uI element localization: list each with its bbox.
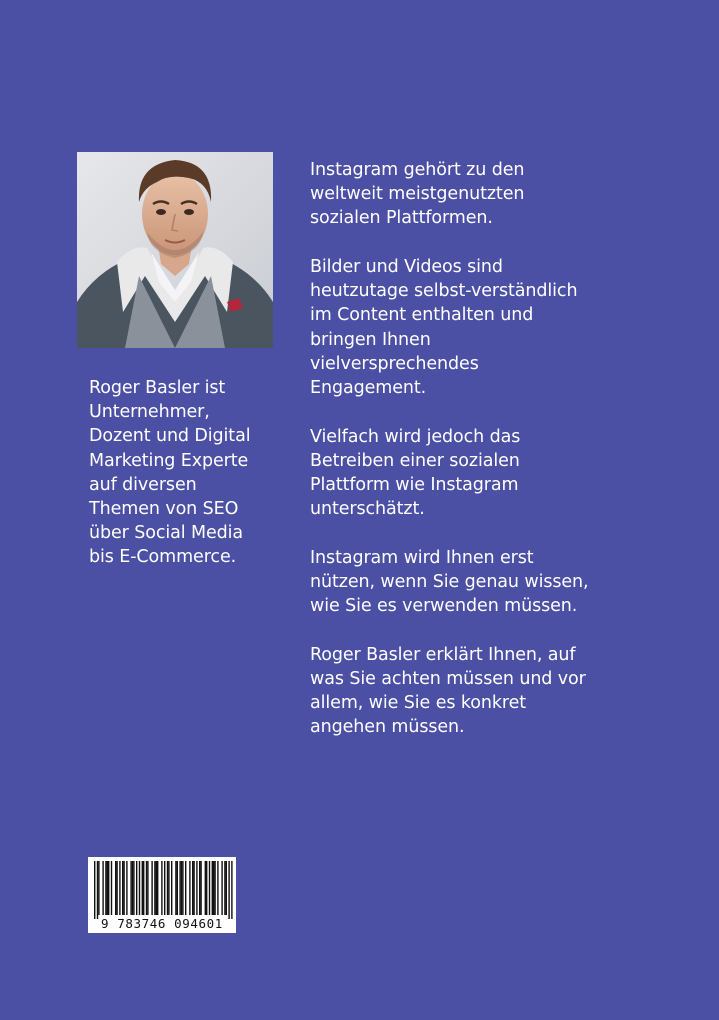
barcode-bar: [105, 861, 106, 915]
barcode-bar: [130, 861, 131, 915]
barcode-bar: [177, 861, 178, 915]
barcode-bar: [154, 861, 155, 915]
author-photo: [77, 152, 273, 348]
barcode-bar: [136, 861, 137, 915]
barcode-bar: [221, 861, 222, 915]
description-line: wie Sie es verwenden müssen.: [310, 596, 578, 617]
description-line: Engagement.: [310, 378, 427, 399]
author-bio-line: Dozent und Digital: [89, 426, 251, 447]
barcode-bar: [146, 861, 147, 915]
description-line: Instagram wird Ihnen erst: [310, 547, 534, 568]
barcode-bar: [179, 861, 180, 915]
barcode-bar: [175, 861, 176, 915]
description-line: heutzutage selbst-verständlich: [310, 281, 578, 302]
description-line: unterschätzt.: [310, 499, 425, 520]
isbn-barcode: [88, 857, 236, 933]
description-paragraph: [310, 158, 610, 231]
author-bio-line: bis E-Commerce.: [89, 547, 237, 568]
author-bio-line: auf diversen: [89, 474, 197, 495]
description-line: allem, wie Sie es konkret: [310, 693, 527, 714]
description-line: Betreiben einer sozialen: [310, 450, 520, 471]
barcode-bar: [107, 861, 108, 915]
barcode-bar: [102, 861, 103, 915]
barcode-bar: [196, 861, 197, 915]
book-description: [310, 158, 610, 764]
barcode-bar: [217, 861, 218, 915]
isbn-number: 9 783746 094601: [101, 916, 223, 931]
author-bio-line: Themen von SEO: [89, 499, 239, 520]
barcode-bar: [111, 861, 112, 915]
barcode-bar: [167, 861, 168, 915]
description-line: Vielfach wird jedoch das: [310, 426, 521, 447]
barcode-bar: [193, 861, 194, 915]
description-line: sozialen Plattformen.: [310, 208, 493, 229]
description-paragraph: [310, 255, 610, 400]
barcode-bar: [213, 861, 214, 915]
barcode-bar: [168, 861, 169, 915]
author-bio-line: Unternehmer,: [89, 402, 210, 423]
barcode-bar: [98, 861, 99, 915]
description-paragraph: [310, 425, 610, 522]
barcode-bar: [132, 861, 133, 915]
barcode-bar: [116, 861, 117, 915]
description-paragraph: [310, 643, 610, 740]
barcode-bar: [206, 861, 207, 915]
barcode-bar: [143, 861, 144, 915]
barcode-bar: [126, 861, 127, 915]
barcode-bar: [157, 861, 158, 915]
description-line: Plattform wie Instagram: [310, 475, 519, 496]
description-line: Instagram gehört zu den: [310, 160, 525, 180]
barcode-bar: [185, 861, 186, 915]
barcode-bar: [200, 861, 201, 915]
barcode-bar: [119, 861, 120, 915]
barcode-bar: [151, 861, 152, 915]
barcode-bar: [231, 861, 232, 919]
barcode-bar: [212, 861, 213, 915]
barcode-bar: [115, 861, 116, 915]
barcode-bar: [161, 861, 162, 915]
barcode-bar: [147, 861, 148, 915]
barcode-bar: [164, 861, 165, 915]
description-line: Bilder und Videos sind: [310, 257, 503, 277]
barcode-bar: [97, 861, 98, 919]
barcode-bar: [94, 861, 95, 919]
description-line: bringen Ihnen: [310, 329, 431, 350]
barcode-bar: [189, 861, 190, 915]
description-line: angehen müssen.: [310, 717, 465, 738]
description-line: im Content enthalten und: [310, 305, 534, 326]
barcode-bar: [199, 861, 200, 915]
description-line: was Sie achten müssen und vor: [310, 669, 586, 690]
barcode-bar: [214, 861, 215, 915]
barcode-bar: [142, 861, 143, 915]
description-line: nützen, wenn Sie genau wissen,: [310, 572, 589, 593]
barcode-bar: [182, 861, 183, 915]
barcode-bar: [209, 861, 210, 915]
barcode-bar: [122, 861, 123, 915]
author-bio-line: Marketing Experte: [89, 450, 249, 471]
barcode-bar: [133, 861, 134, 915]
barcode-bar: [192, 861, 193, 915]
barcode-bar: [181, 861, 182, 915]
author-bio-line: über Social Media: [89, 523, 244, 544]
barcode-bar: [171, 861, 172, 915]
barcode-bar: [205, 861, 206, 915]
author-bio-line: Roger Basler ist: [89, 378, 226, 398]
author-bio: [89, 376, 289, 570]
description-paragraph: [310, 546, 610, 619]
barcode-bar: [139, 861, 140, 915]
description-line: Roger Basler erklärt Ihnen, auf: [310, 644, 576, 665]
barcode-bar: [108, 861, 109, 915]
barcode-bar: [228, 861, 229, 919]
description-line: vielversprechendes: [310, 353, 479, 374]
barcode-bar: [123, 861, 124, 915]
barcode-bar: [224, 861, 225, 915]
barcode-bar: [156, 861, 157, 915]
description-line: weltweit meistgenutzten: [310, 184, 525, 205]
barcode-bar: [226, 861, 227, 915]
barcode-bars: [88, 857, 236, 919]
